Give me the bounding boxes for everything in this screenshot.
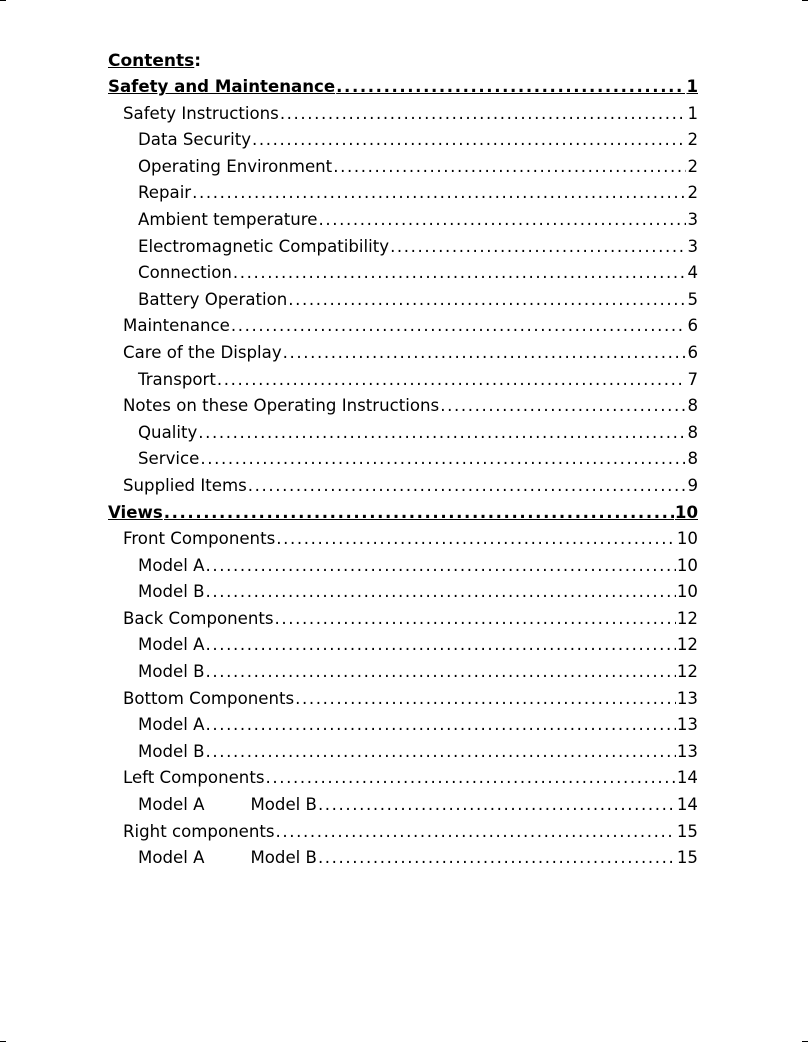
toc-entry-title [123, 526, 275, 553]
toc-entry-title-text: Views [108, 502, 163, 522]
toc-dot-leader [265, 765, 675, 792]
toc-dot-leader [248, 473, 687, 500]
toc-entry-title [138, 446, 199, 473]
toc-entry-title-text: Model B [138, 582, 205, 602]
toc-entry[interactable] [108, 287, 698, 314]
toc-entry-title-text: Care of the Display [123, 342, 282, 362]
toc-entry-page-number: 10 [676, 555, 698, 575]
toc-dot-leader [164, 500, 674, 527]
toc-entry-title-text: Back Components [123, 608, 274, 628]
toc-entry-title [108, 500, 163, 527]
toc-entry-page-number: 1 [687, 103, 698, 123]
toc-entry-title [123, 606, 274, 633]
toc-entry-page-number: 12 [676, 662, 698, 682]
toc-entry[interactable] [108, 819, 698, 846]
toc-entry-page-number: 2 [687, 183, 698, 203]
toc-entry-title-text-secondary: Model B [250, 848, 317, 868]
toc-entry-title-text: Model A [138, 715, 205, 735]
toc-entry-title-text: Maintenance [123, 316, 230, 336]
toc-entry-page-number: 6 [687, 316, 698, 336]
toc-entry-title [138, 260, 232, 287]
toc-entry[interactable] [108, 473, 698, 500]
toc-entry-title-text: Model A [138, 795, 205, 815]
toc-dot-leader [192, 180, 686, 207]
toc-entry-page-number: 9 [687, 475, 698, 495]
toc-entry[interactable] [108, 207, 698, 234]
toc-entry-title-text-secondary: Model B [250, 795, 317, 815]
toc-entry-title-text: Model B [138, 741, 205, 761]
toc-entry-page-number: 14 [676, 768, 698, 788]
toc-entry-title-text: Model A [138, 555, 205, 575]
toc-entry-title-text: Left Components [123, 768, 265, 788]
toc-entry-title [138, 207, 317, 234]
toc-entry-page-number: 6 [687, 342, 698, 362]
contents-heading-colon: : [194, 51, 202, 71]
toc-entry-page-number: 10 [676, 582, 698, 602]
toc-entry[interactable] [108, 553, 698, 580]
toc-entry-page-number: 13 [676, 741, 698, 761]
toc-entry-title-text: Data Security [138, 130, 252, 150]
toc-entry[interactable] [108, 180, 698, 207]
toc-entry-title [123, 473, 247, 500]
toc-entry-title-text: Safety and Maintenance [108, 77, 336, 96]
toc-entry-title-text: Operating Environment [138, 156, 333, 176]
toc-dot-leader [231, 313, 687, 340]
toc-entry-title [123, 819, 275, 846]
toc-entry-title [138, 632, 204, 659]
toc-dot-leader [276, 526, 676, 553]
toc-entry-title [123, 393, 439, 420]
toc-dot-leader [295, 686, 676, 713]
toc-entry-page-number: 10 [674, 502, 698, 522]
toc-entry-title-text: Electromagnetic Compatibility [138, 236, 390, 256]
toc-entry-title-text: Connection [138, 263, 232, 283]
crop-mark-top-left [0, 0, 6, 1]
toc-entry-title [138, 712, 204, 739]
toc-entry[interactable] [108, 313, 698, 340]
toc-entry[interactable] [108, 739, 698, 766]
toc-dot-leader [205, 553, 675, 580]
toc-entry-page-number: 14 [676, 795, 698, 815]
toc-entry-title [138, 845, 317, 872]
toc-entry[interactable] [108, 260, 698, 287]
toc-entry-page-number: 2 [687, 130, 698, 150]
toc-entry-title-text: Service [138, 449, 200, 469]
toc-entry-page-number: 1 [686, 77, 698, 96]
toc-entry-title-text: Repair [138, 183, 192, 203]
toc-entry[interactable] [108, 712, 698, 739]
toc-entry-title-text: Model B [138, 662, 205, 682]
toc-entry-page-number: 15 [676, 848, 698, 868]
toc-entry[interactable] [108, 127, 698, 154]
toc-dot-leader [205, 579, 675, 606]
contents-heading [108, 48, 201, 74]
toc-entry-title [138, 739, 204, 766]
toc-dot-leader [252, 127, 686, 154]
toc-entry[interactable] [108, 101, 698, 128]
toc-entry[interactable] [108, 845, 698, 872]
toc-entry-page-number: 3 [687, 209, 698, 229]
toc-entry-title-text: Ambient temperature [138, 209, 318, 229]
toc-entry-title-text: Model A [138, 848, 205, 868]
toc-entry-title [138, 287, 287, 314]
crop-mark-bottom-right [802, 1041, 808, 1042]
toc-entry-page-number: 13 [676, 688, 698, 708]
toc-entry-title [138, 367, 216, 394]
toc-entry-title [138, 127, 251, 154]
toc-entry-page-number: 10 [676, 529, 698, 549]
toc-entry[interactable] [108, 659, 698, 686]
toc-entry-title [123, 686, 294, 713]
toc-dot-leader [198, 420, 686, 447]
toc-entry[interactable] [108, 579, 698, 606]
toc-entry-page-number: 4 [687, 263, 698, 283]
toc-entry-title-text: Right components [123, 821, 275, 841]
toc-entry-page-number: 7 [687, 369, 698, 389]
toc-entry[interactable] [108, 765, 698, 792]
toc-entry[interactable] [108, 606, 698, 633]
toc-entry[interactable] [108, 393, 698, 420]
toc-entry-title [138, 792, 317, 819]
toc-dot-leader [318, 207, 686, 234]
toc-entry[interactable] [108, 367, 698, 394]
toc-entry-page-number: 5 [687, 289, 698, 309]
toc-dot-leader [333, 154, 686, 181]
toc-entry-page-number: 2 [687, 156, 698, 176]
toc-dot-leader [200, 446, 686, 473]
toc-entry[interactable] [108, 420, 698, 447]
toc-dot-leader [318, 845, 676, 872]
toc-entry[interactable] [108, 500, 698, 527]
toc-entry-title [138, 234, 389, 261]
toc-entry-title-text: Quality [138, 422, 198, 442]
contents-heading-label: Contents [108, 51, 195, 71]
toc-dot-leader [205, 659, 675, 686]
toc-entry[interactable] [108, 340, 698, 367]
toc-entry-title [138, 180, 191, 207]
toc-dot-leader [280, 101, 687, 128]
toc-entry-title [138, 154, 332, 181]
toc-entry[interactable] [108, 792, 698, 819]
toc-entry-title-text: Front Components [123, 529, 276, 549]
toc-entry[interactable] [108, 446, 698, 473]
toc-dot-leader [288, 287, 686, 314]
toc-entry-title [123, 765, 264, 792]
toc-entry-page-number: 8 [687, 396, 698, 416]
toc-entry-title-text: Transport [138, 369, 216, 389]
toc-entry[interactable] [108, 154, 698, 181]
toc-entry-title [123, 340, 282, 367]
toc-entry[interactable] [108, 632, 698, 659]
toc-dot-leader [205, 712, 675, 739]
toc-entry-title-text: Model A [138, 635, 205, 655]
toc-entry-title [123, 101, 279, 128]
toc-entry-page-number: 12 [676, 635, 698, 655]
toc-dot-leader [390, 234, 686, 261]
toc-dot-leader [275, 606, 676, 633]
crop-mark-bottom-left [0, 1041, 6, 1042]
toc-entry-title-text: Battery Operation [138, 289, 288, 309]
toc-entry-page-number: 13 [676, 715, 698, 735]
toc-entry-page-number: 12 [676, 608, 698, 628]
toc-entry[interactable] [108, 74, 698, 101]
toc-dot-leader [217, 367, 687, 394]
crop-mark-top-right [802, 0, 808, 1]
toc-dot-leader [233, 260, 687, 287]
toc-entry-title [138, 553, 204, 580]
toc-entry[interactable] [108, 526, 698, 553]
toc-dot-leader [283, 340, 687, 367]
toc-entry[interactable] [108, 234, 698, 261]
toc-entry-page-number: 8 [687, 449, 698, 469]
toc-entry-title [123, 313, 230, 340]
toc-entry-title [138, 579, 204, 606]
table-of-contents [108, 74, 698, 872]
toc-dot-leader [318, 792, 676, 819]
toc-entry-title [108, 74, 335, 101]
toc-entry-title-text: Notes on these Operating Instructions [123, 396, 440, 416]
toc-entry-title [138, 420, 197, 447]
toc-dot-leader [336, 74, 685, 101]
toc-entry-title-text: Supplied Items [123, 475, 247, 495]
toc-entry-title-text: Bottom Components [123, 688, 295, 708]
toc-entry[interactable] [108, 686, 698, 713]
toc-dot-leader [205, 632, 675, 659]
toc-entry-page-number: 15 [676, 821, 698, 841]
toc-dot-leader [440, 393, 686, 420]
toc-entry-page-number: 8 [687, 422, 698, 442]
toc-entry-page-number: 3 [687, 236, 698, 256]
toc-entry-title [138, 659, 204, 686]
toc-dot-leader [205, 739, 675, 766]
toc-dot-leader [276, 819, 676, 846]
toc-entry-title-text: Safety Instructions [123, 103, 279, 123]
